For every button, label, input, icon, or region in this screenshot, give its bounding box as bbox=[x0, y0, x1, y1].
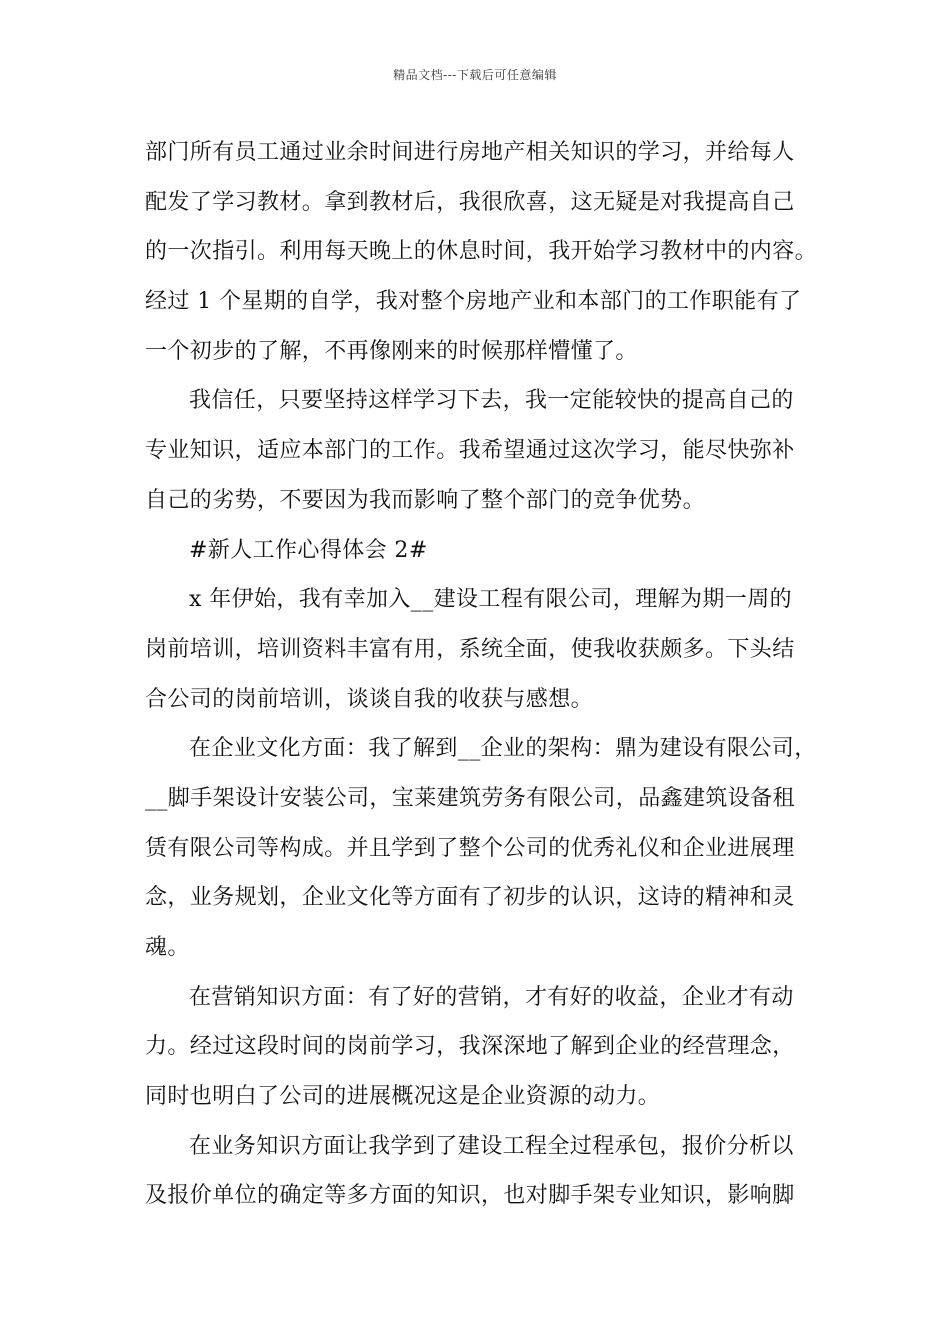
text-line: 经过 1 个星期的自学，我对整个房地产业和本部门的工作职能有了 bbox=[145, 289, 802, 315]
paragraph-start-line: 在企业文化方面：我了解到__企业的架构：鼎为建设有限公司， bbox=[189, 736, 817, 762]
paragraph-start-line: x 年伊始，我有幸加入__建设工程有限公司，理解为期一周的 bbox=[189, 587, 793, 613]
document-body bbox=[145, 128, 825, 1221]
text-line: 合公司的岗前培训，谈谈自我的收获与感想。 bbox=[145, 686, 594, 712]
text-line: 岗前培训，培训资料丰富有用，系统全面，使我收获颇多。下头结 bbox=[145, 636, 795, 662]
text-line: 部门所有员工通过业余时间进行房地产相关知识的学习，并给每人 bbox=[145, 140, 795, 165]
text-line: 一个初步的了解，不再像刚来的时候那样懵懂了。 bbox=[145, 338, 638, 364]
paragraph-start-line: 在业务知识方面让我学到了建设工程全过程承包，报价分析以 bbox=[189, 1133, 794, 1159]
text-line: 专业知识，适应本部门的工作。我希望通过这次学习，能尽快弥补 bbox=[145, 438, 795, 464]
text-line: 力。经过这段时间的岗前学习，我深深地了解到企业的经营理念， bbox=[145, 1034, 795, 1060]
text-line: 及报价单位的确定等多方面的知识，也对脚手架专业知识，影响脚 bbox=[145, 1183, 795, 1209]
text-line: 念，业务规划，企业文化等方面有了初步的认识，这诗的精神和灵 bbox=[145, 885, 795, 911]
text-line: 同时也明白了公司的进展概况这是企业资源的动力。 bbox=[145, 1084, 661, 1110]
text-line: 的一次指引。利用每天晚上的休息时间，我开始学习教材中的内容。 bbox=[145, 239, 818, 265]
paragraph-start-line: 在营销知识方面：有了好的营销，才有好的收益，企业才有动 bbox=[189, 984, 794, 1010]
paragraph-start-line: 我信任，只要坚持这样学习下去，我一定能较快的提高自己的 bbox=[189, 388, 794, 414]
text-line: 赁有限公司等构成。并且学到了整个公司的优秀礼仪和企业进展理 bbox=[145, 835, 795, 861]
section-heading: #新人工作心得体会 2# bbox=[189, 537, 428, 563]
page-header: 精品文档---下载后可任意编辑 bbox=[393, 68, 557, 82]
text-line: 自己的劣势，不要因为我而影响了整个部门的竞争优势。 bbox=[145, 487, 706, 513]
text-line: __脚手架设计安装公司，宝莱建筑劳务有限公司，品鑫建筑设备租 bbox=[145, 785, 796, 811]
text-line: 魂。 bbox=[145, 935, 190, 960]
text-line: 配发了学习教材。拿到教材后，我很欣喜，这无疑是对我提高自己 bbox=[145, 189, 795, 215]
